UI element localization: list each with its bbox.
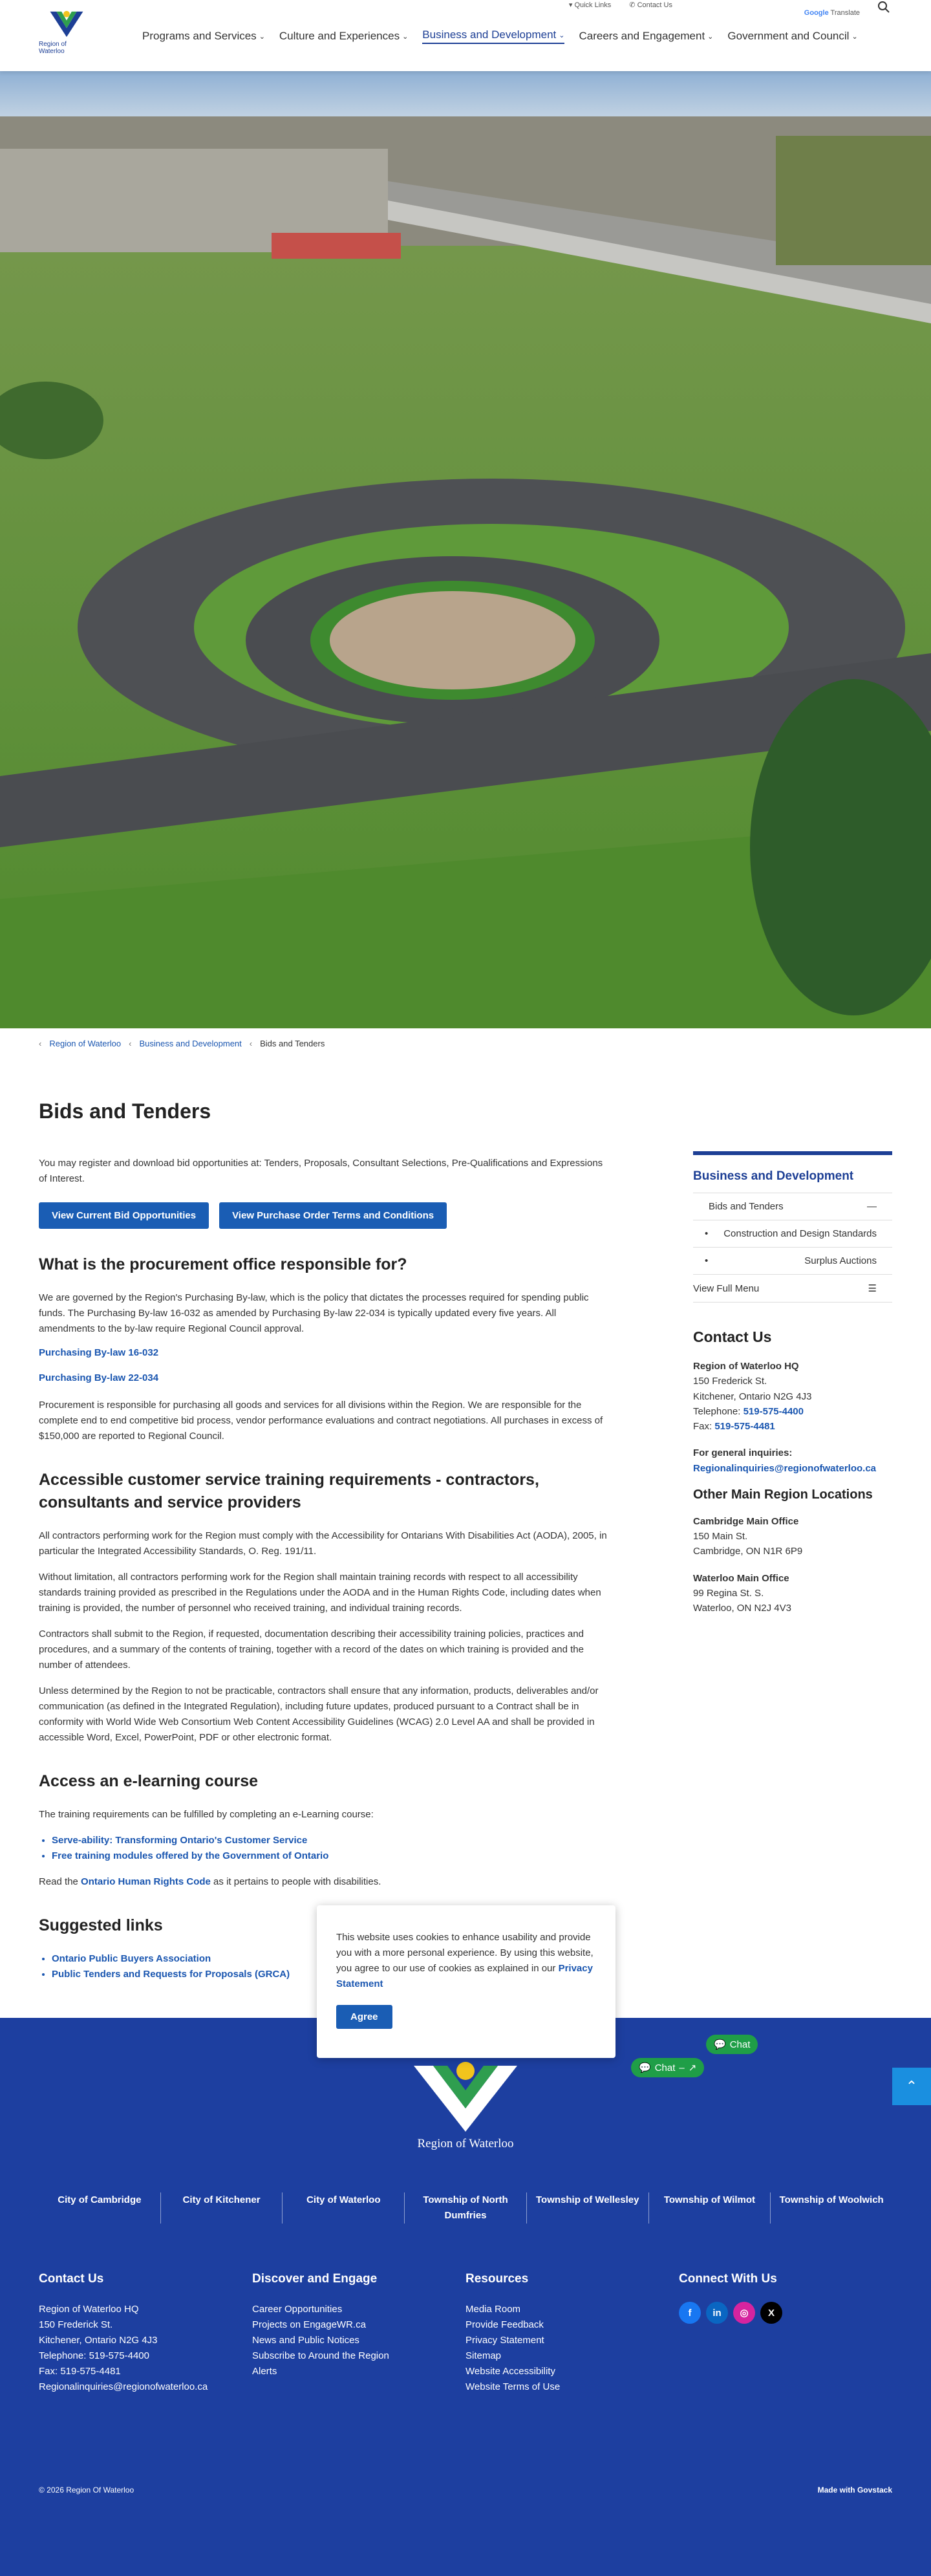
procurement-paragraph: Procurement is responsible for purchasing all goods and services for all divisions within the Region. We are responsible for the complete end to end competitive bid process, vendor performance evaluations and contract negotiations. All purchases in excess of $150,000 are reported to Regional Council. (39, 1400, 603, 1442)
footer-discover-column (252, 2272, 466, 2395)
footer-fax-link[interactable]: Fax: 519-575-4481 (39, 2366, 121, 2377)
instagram-icon[interactable]: ◎ (733, 2302, 755, 2324)
footer-link[interactable]: Website Terms of Use (466, 2381, 561, 2392)
chevron-down-icon: ⌄ (707, 32, 714, 41)
footer-email-link[interactable]: Regionalinquiries@regionofwaterloo.ca (39, 2381, 208, 2392)
elearning-heading: Access an e-learning course (39, 1772, 259, 1790)
quick-links-label: Quick Links (574, 1, 612, 9)
nav-business-and-development[interactable] (422, 28, 564, 44)
footer-contact-heading: Contact Us (39, 2272, 104, 2286)
footer-discover-heading: Discover and Engage (252, 2272, 378, 2286)
chat-icon: 💬 (714, 2039, 726, 2050)
elearning-paragraph: The training requirements can be fulfilled by completing an e-Learning course: (39, 1809, 374, 1820)
grca-link[interactable]: Public Tenders and Requests for Proposals (GRCA) (52, 1969, 290, 1980)
hq-address (693, 1359, 892, 1434)
fax-label: Fax: (693, 1421, 715, 1432)
breadcrumb-current: Bids and Tenders (260, 1039, 325, 1048)
footer-logo-text: Region of Waterloo (417, 2137, 514, 2150)
chevron-down-icon: ⌄ (402, 32, 409, 41)
other-locations-heading: Other Main Region Locations (693, 1487, 873, 1502)
procurement-paragraph: We are governed by the Region's Purchasing By-law, which is the policy that dictates the processes required for spending public funds. The Purchasing By-law 16-032 as amended by Purchasing By-law 22-034 is typically updated every five years. All amendments to the by-law require Regional Council approval. (39, 1292, 589, 1334)
footer-connect-column (679, 2272, 892, 2395)
accessibility-paragraph: Without limitation, all contractors performing work for the Region shall maintain training records with respect to all accessibility standards training provided as prescribed in the Regulations under the AODA and in the Human Rights Code, including dates when training is provided, the number of personnel who received training, and individual training records. (39, 1572, 601, 1614)
chat-button[interactable] (706, 2035, 758, 2054)
accessibility-paragraph: All contractors performing work for the Region must comply with the Accessibility for Ontarians With Disabilities Act (AODA), 2005, in particular the Integrated Accessibility Standards, O. Reg. 191/11. (39, 1530, 607, 1557)
google-translate[interactable] (804, 9, 860, 17)
footer-connect-heading: Connect With Us (679, 2272, 777, 2286)
chevron-left-icon: ‹ (39, 1039, 42, 1048)
accessibility-paragraph: Contractors shall submit to the Region, if requested, documentation describing their accessibility training policies, practices and procedures, and a summary of the contents of training, together with a record of the dates on which training is provided and the number of attendees. (39, 1629, 584, 1671)
contact-heading: Contact Us (693, 1328, 772, 1345)
municipality-links (39, 2192, 892, 2224)
footer-link[interactable]: Provide Feedback (466, 2319, 544, 2330)
general-inquiries-label: For general inquiries: (693, 1447, 793, 1459)
sidebar-item-label: • Surplus Auctions (804, 1255, 877, 1266)
footer-link[interactable]: Alerts (252, 2366, 277, 2377)
nav-culture-and-experiences[interactable] (279, 28, 408, 44)
translate-label: Translate (830, 9, 860, 17)
main-nav (142, 28, 858, 44)
contact-us-link[interactable]: ✆ Contact Us (629, 1, 672, 9)
nav-label: Careers and Engagement (579, 30, 705, 42)
site-header (0, 0, 931, 71)
footer-link[interactable]: Privacy Statement (466, 2335, 544, 2346)
nav-label: Culture and Experiences (279, 30, 400, 42)
office-city: Cambridge, ON N1R 6P9 (693, 1546, 803, 1557)
sidebar-item-label: • Construction and Design Standards (723, 1228, 877, 1239)
site-footer (0, 2018, 931, 2576)
nav-government-and-council[interactable] (727, 28, 857, 44)
page-title: Bids and Tenders (39, 1099, 211, 1123)
breadcrumb (39, 1039, 325, 1048)
chat-label: Chat (654, 2062, 676, 2073)
city-of-cambridge-link[interactable]: City of Cambridge (58, 2194, 142, 2205)
x-icon[interactable]: X (760, 2302, 782, 2324)
text: as it pertains to people with disabilities. (210, 1876, 381, 1887)
region-logo-icon (47, 6, 86, 39)
office-street: 99 Regina St. S. (693, 1587, 764, 1599)
township-of-north-dumfries-link[interactable]: Township of North Dumfries (404, 2192, 526, 2224)
ontario-human-rights-code-link[interactable]: Ontario Human Rights Code (81, 1876, 211, 1887)
search-icon[interactable] (877, 0, 891, 14)
footer-link[interactable]: Career Opportunities (252, 2304, 343, 2315)
serve-ability-link[interactable]: Serve-ability: Transforming Ontario's Customer Service (52, 1835, 308, 1846)
cambridge-office (693, 1514, 892, 1559)
agree-button[interactable]: Agree (336, 2005, 392, 2029)
footer-contact-line: Region of Waterloo HQ (39, 2304, 139, 2315)
nav-label: Government and Council (727, 30, 850, 42)
email-link[interactable]: Regionalinquiries@regionofwaterloo.ca (693, 1462, 877, 1474)
footer-link[interactable]: News and Public Notices (252, 2335, 359, 2346)
collapse-icon[interactable]: — (867, 1201, 877, 1212)
footer-link[interactable]: Subscribe to Around the Region (252, 2350, 389, 2361)
nav-label: Programs and Services (142, 30, 257, 42)
office-street: 150 Main St. (693, 1531, 748, 1542)
office-name: Waterloo Main Office (693, 1572, 789, 1584)
nav-label: Business and Development (422, 28, 557, 41)
sidebar-item-surplus-auctions[interactable] (693, 1248, 892, 1275)
hq-city: Kitchener, Ontario N2G 4J3 (693, 1391, 812, 1402)
sidebar-item-construction-and-design-standards[interactable] (693, 1220, 892, 1248)
footer-columns (39, 2272, 892, 2395)
action-buttons (39, 1202, 608, 1229)
chevron-up-icon: ⌃ (905, 2078, 918, 2094)
procurement-heading: What is the procurement office responsible for? (39, 1255, 407, 1273)
minimize-icon[interactable]: – (679, 2062, 685, 2073)
purchasing-bylaw-22-034-link[interactable]: Purchasing By-law 22-034 (39, 1372, 159, 1383)
cookie-message: This website uses cookies to enhance usability and provide you with a more personal experience. By using this website, you agree to our use of cookies as explained in our (336, 1932, 594, 1974)
quick-links-link[interactable]: ▾ Quick Links (568, 1, 612, 9)
footer-link[interactable]: Projects on EngageWR.ca (252, 2319, 366, 2330)
utility-bar (0, 0, 931, 9)
breadcrumb-business-and-development[interactable]: Business and Development (139, 1039, 242, 1048)
hq-name: Region of Waterloo HQ (693, 1361, 799, 1372)
contact-us-label: Contact Us (637, 1, 672, 9)
privacy-statement-link[interactable]: Privacy Statement (336, 1963, 593, 1989)
facebook-icon[interactable]: f (679, 2302, 701, 2324)
main-content (39, 1099, 608, 1993)
copyright-text: © 2026 Region Of Waterloo (39, 2485, 134, 2495)
region-logo-icon (407, 2057, 524, 2134)
opba-link[interactable]: Ontario Public Buyers Association (52, 1953, 211, 1964)
sidebar-item-label: Bids and Tenders (709, 1201, 784, 1212)
list-item[interactable] (52, 1833, 608, 1848)
township-of-wilmot-link[interactable]: Township of Wilmot (648, 2192, 771, 2224)
cookie-banner (317, 1905, 615, 2058)
footer-contact-column (39, 2272, 252, 2395)
view-full-menu-label: View Full Menu (693, 1283, 760, 1294)
nav-programs-and-services[interactable] (142, 28, 265, 44)
hero-image (0, 71, 931, 1028)
free-training-modules-link[interactable]: Free training modules offered by the Government of Ontario (52, 1850, 329, 1861)
view-full-menu-button[interactable] (693, 1275, 892, 1303)
chevron-down-icon: ⌄ (259, 32, 265, 41)
made-with-govstack-link[interactable]: Made with Govstack (817, 2485, 892, 2495)
cookie-text (336, 1930, 596, 1992)
accessible-training-heading: Accessible customer service training requirements - contractors, consultants and service providers (39, 1471, 539, 1511)
footer-link[interactable]: Media Room (466, 2304, 521, 2315)
chat-widget-button[interactable] (631, 2058, 704, 2077)
footer-contact-line: Kitchener, Ontario N2G 4J3 (39, 2335, 158, 2346)
list-item[interactable] (52, 1848, 608, 1864)
suggested-links-heading: Suggested links (39, 1916, 163, 1934)
waterloo-office (693, 1571, 892, 1616)
chat-label: Chat (729, 2039, 751, 2050)
office-name: Cambridge Main Office (693, 1515, 799, 1527)
fax-link[interactable]: 519-575-4481 (714, 1421, 775, 1432)
footer-telephone-link[interactable]: Telephone: 519-575-4400 (39, 2350, 149, 2361)
text: Read the (39, 1876, 81, 1887)
contact-section (693, 1328, 892, 1616)
view-current-bid-opportunities-button[interactable]: View Current Bid Opportunities (39, 1202, 209, 1229)
site-logo[interactable] (39, 6, 94, 55)
footer-link[interactable]: Sitemap (466, 2350, 502, 2361)
breadcrumb-region-of-waterloo[interactable]: Region of Waterloo (49, 1039, 122, 1048)
footer-resources-column (466, 2272, 679, 2395)
chevron-down-icon: ⌄ (559, 31, 565, 39)
nav-careers-and-engagement[interactable] (579, 28, 713, 44)
township-of-woolwich-link[interactable]: Township of Woolwich (770, 2192, 892, 2224)
footer-resources-heading: Resources (466, 2272, 529, 2286)
township-of-wellesley-link[interactable]: Township of Wellesley (526, 2192, 648, 2224)
telephone-link[interactable]: 519-575-4400 (743, 1405, 804, 1417)
footer-logo[interactable] (404, 2057, 527, 2151)
telephone-label: Telephone: (693, 1405, 744, 1417)
city-of-kitchener-link[interactable]: City of Kitchener (160, 2192, 283, 2224)
chevron-down-icon: ⌄ (851, 32, 858, 41)
accessibility-paragraph: Unless determined by the Region to not be practicable, contractors shall ensure that any information, products, deliverables and/or communication (as defined in the Integrated Regulation), including future updates, produced pursuant to a Contract shall be in conformity with World Wide Web Consortium Web Content Accessibility Guidelines (WCAG) 2.0 Level AA and shall be provided in accessible Word, Excel, PowerPoint, PDF or other electronic format. (39, 1685, 599, 1743)
footer-contact-line: 150 Frederick St. (39, 2319, 113, 2330)
logo-text: Region of Waterloo (39, 41, 67, 55)
general-inquiries (693, 1445, 892, 1476)
roundabout-aerial-photo (0, 71, 931, 1028)
list-icon: ☰ (868, 1283, 877, 1294)
back-to-top-button[interactable] (892, 2068, 931, 2105)
linkedin-icon[interactable]: in (706, 2302, 728, 2324)
sidebar-heading[interactable]: Business and Development (693, 1155, 892, 1193)
google-label: Google (804, 9, 829, 17)
sidebar (693, 1151, 892, 1616)
chat-icon: 💬 (639, 2062, 651, 2073)
purchasing-bylaw-16-032-link[interactable]: Purchasing By-law 16-032 (39, 1347, 159, 1358)
hq-street: 150 Frederick St. (693, 1376, 767, 1387)
elearning-links (52, 1833, 608, 1864)
social-links (679, 2302, 892, 2324)
human-rights-paragraph (39, 1874, 608, 1890)
popout-icon[interactable]: ↗ (688, 2062, 697, 2073)
view-purchase-order-terms-button[interactable]: View Purchase Order Terms and Conditions (219, 1202, 447, 1229)
sidebar-item-bids-and-tenders[interactable] (693, 1193, 892, 1220)
city-of-waterloo-link[interactable]: City of Waterloo (282, 2192, 404, 2224)
chevron-left-icon: ‹ (249, 1039, 253, 1048)
footer-link[interactable]: Website Accessibility (466, 2366, 555, 2377)
chevron-left-icon: ‹ (129, 1039, 132, 1048)
intro-text: You may register and download bid opportunities at: Tenders, Proposals, Consultant Selections, Pre-Qualifications and Expressions of Interest. (39, 1158, 603, 1184)
office-city: Waterloo, ON N2J 4V3 (693, 1603, 791, 1614)
